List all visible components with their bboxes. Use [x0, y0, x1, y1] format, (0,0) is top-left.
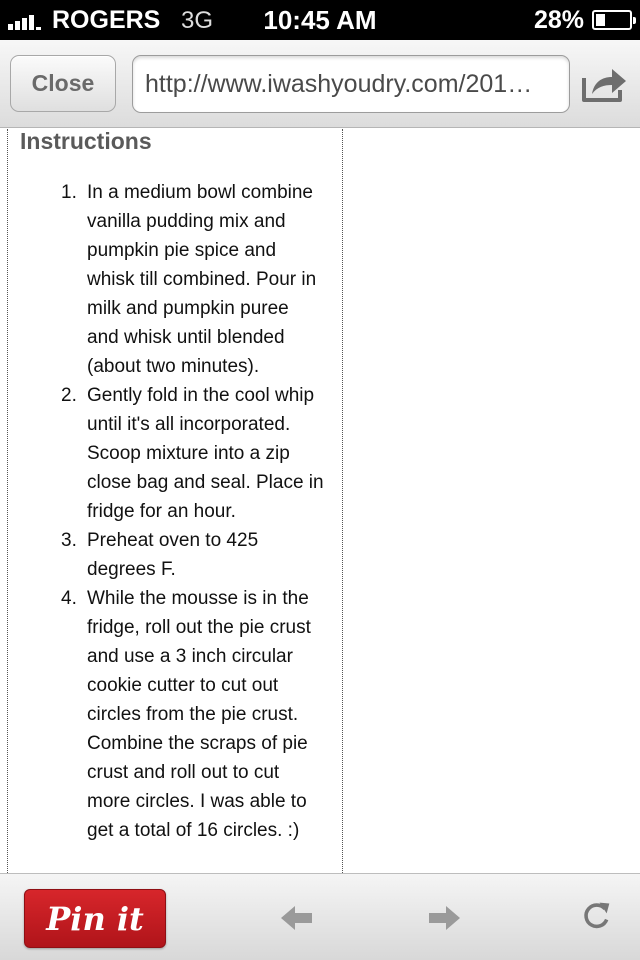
step-number: 1. [61, 182, 77, 203]
step-number: 3. [61, 530, 77, 551]
list-item [8, 178, 342, 381]
clock: 10:45 AM [263, 5, 377, 35]
browser-toolbar [0, 40, 640, 128]
status-bar [0, 0, 640, 40]
step-number: 2. [61, 385, 77, 406]
step-text: Gently fold in the cool whip until it's all incorporated. Scoop mixture into a zip close bag and seal. Place in fridge for an hour. [87, 385, 324, 522]
web-content[interactable] [0, 129, 640, 873]
instruction-list [8, 178, 342, 845]
content-column [7, 129, 343, 873]
network-type: 3G [181, 7, 214, 34]
pin-it-button[interactable]: Pin it [24, 889, 166, 948]
arrow-right-icon[interactable] [426, 902, 462, 934]
list-item [8, 584, 342, 845]
step-text: While the mousse is in the fridge, roll out the pie crust and use a 3 inch circular cookie cutter to cut out circles from the pie crust. Combine the scraps of pie crust and roll out to cut more circles. I was able to get a total of 16 circles. :) [87, 588, 311, 841]
step-text: Preheat oven to 425 degrees F. [87, 530, 259, 580]
step-number: 4. [61, 588, 77, 609]
bottom-toolbar [0, 873, 640, 960]
url-field[interactable]: http://www.iwashyoudry.com/201… [132, 55, 570, 113]
step-text: In a medium bowl combine vanilla pudding mix and pumpkin pie spice and whisk till combined. Pour in milk and pumpkin puree and whisk until blended (about two minutes). [87, 182, 317, 377]
reload-icon[interactable] [578, 900, 614, 932]
list-item [8, 381, 342, 526]
battery-icon [592, 10, 632, 30]
battery-percent: 28% [533, 6, 584, 34]
battery-fill [596, 14, 605, 26]
carrier-name: ROGERS [52, 6, 161, 34]
list-item [8, 526, 342, 584]
close-button[interactable]: Close [10, 55, 116, 112]
section-title: Instructions [20, 129, 152, 154]
arrow-left-icon[interactable] [279, 902, 315, 934]
share-icon[interactable] [580, 64, 628, 104]
